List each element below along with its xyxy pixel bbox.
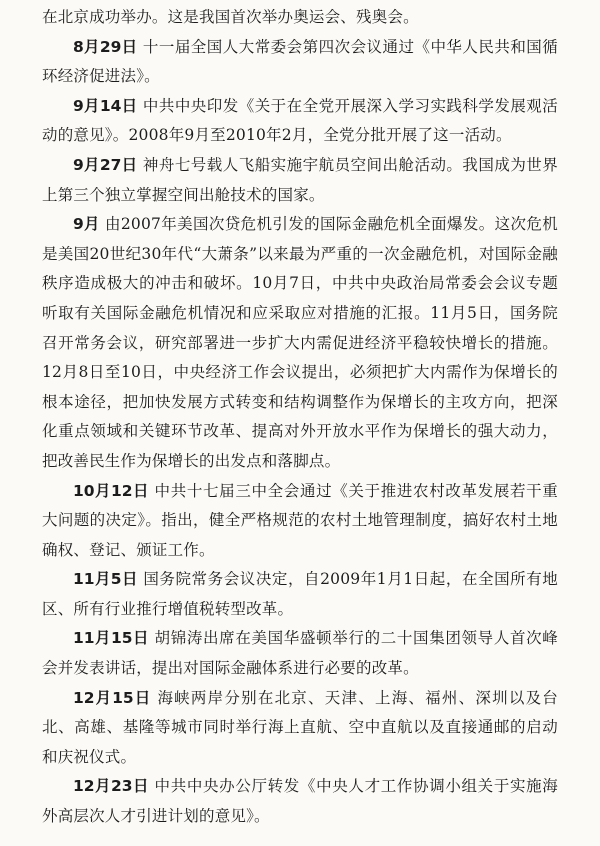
chronology-entry-sep-14: [42, 92, 558, 151]
entry-text: 中共中央印发《关于在全党开展深入学习实践科学发展观活动的意见》。2008年9月至2010年2月，全党分批开展了这一活动。: [42, 96, 558, 145]
entry-date: 8月29日: [73, 37, 138, 56]
chronology-entry-dec-23: [42, 772, 558, 831]
chronology-entry-oct-12: [42, 477, 558, 566]
entry-date: 9月27日: [73, 155, 138, 174]
entry-date: 9月14日: [73, 96, 138, 115]
entry-text: 由2007年美国次贷危机引发的国际金融危机全面爆发。这次危机是美国20世纪30年代“大萧条”以来最为严重的一次金融危机，对国际金融秩序造成极大的冲击和破坏。10月7日，中共中央政治局常委会会议专题听取有关国际金融危机情况和应采取应对措施的汇报。11月5日，国务院召开常务会议，研究部署进一步扩大内需促进经济平稳较快增长的措施。12月8日至10日，中央经济工作会议提出，必须把扩大内需作为保增长的根本途径，把加快发展方式转变和结构调整作为保增长的主攻方向，把深化重点领域和关键环节改革、提高对外开放水平作为保增长的强大动力，把改善民生作为保增长的出发点和落脚点。: [42, 215, 558, 470]
chronology-entry-nov-5: [42, 565, 558, 624]
entry-text: 国务院常务会议决定，自2009年1月1日起，在全国所有地区、所有行业推行增值税转型改革。: [42, 570, 558, 618]
entry-date: 11月5日: [73, 570, 138, 589]
chronology-entry-nov-15: [42, 624, 558, 683]
entry-date: 11月15日: [73, 629, 149, 648]
entry-text: 十一届全国人大常委会第四次会议通过《中华人民共和国循环经济促进法》。: [42, 37, 558, 86]
entry-text: 神舟七号载人飞船实施宇航员空间出舱活动。我国成为世界上第三个独立掌握空间出舱技术的国家。: [42, 155, 558, 204]
entry-text: 中共十七届三中全会通过《关于推进农村改革发展若干重大问题的决定》。指出，健全严格规范的农村土地管理制度，搞好农村土地确权、登记、颁证工作。: [42, 481, 558, 559]
entry-text: 海峡两岸分别在北京、天津、上海、福州、深圳以及台北、高雄、基隆等城市同时举行海上直航、空中直航以及直接通邮的启动和庆祝仪式。: [42, 688, 559, 766]
continuation-paragraph: [42, 3, 558, 33]
entry-date: 9月: [73, 215, 100, 234]
entry-date: 12月23日: [73, 777, 149, 796]
entry-date: 12月15日: [73, 688, 152, 707]
entry-date: 10月12日: [73, 481, 149, 500]
chronology-entry-sep-27: [42, 151, 558, 210]
chronology-entry-dec-15: [42, 684, 558, 773]
chronology-entry-aug-29: [42, 33, 558, 92]
entry-text: 中共中央办公厅转发《中央人才工作协调小组关于实施海外高层次人才引进计划的意见》。: [42, 777, 558, 826]
chronology-entry-sep: [42, 210, 558, 476]
entry-text: 胡锦涛出席在美国华盛顿举行的二十国集团领导人首次峰会并发表讲话，提出对国际金融体系进行必要的改革。: [42, 629, 558, 678]
paragraph-text: 在北京成功举办。这是我国首次举办奥运会、残奥会。: [42, 8, 419, 26]
